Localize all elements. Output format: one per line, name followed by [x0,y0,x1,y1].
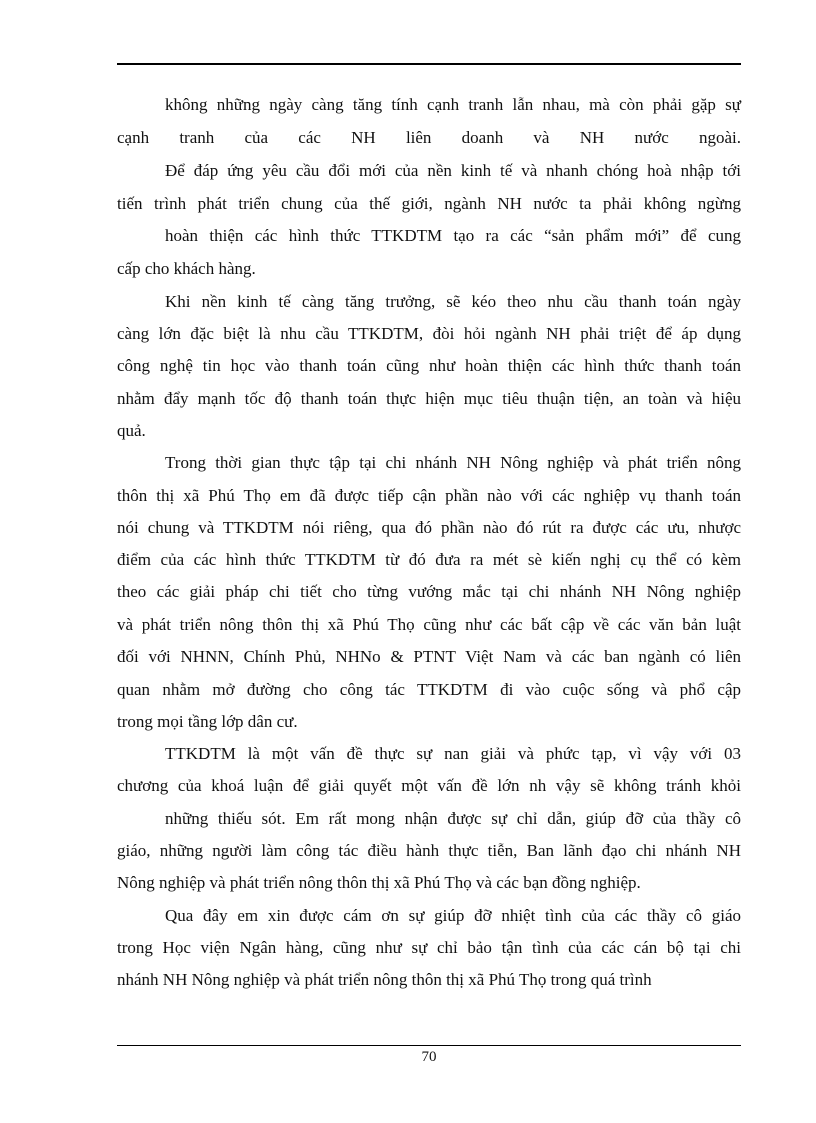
text-line: Để đáp ứng yêu cầu đổi mới của nền kinh tế và nhanh chóng hoà nhập tới [165,161,741,180]
text-line: cấp cho khách hàng. [117,259,256,278]
text-line: nhằm đẩy mạnh tốc độ thanh toán thực hiện mục tiêu thuận tiện, an toàn và hiệu [117,389,741,408]
text-line: Nông nghiệp và phát triển nông thôn thị xã Phú Thọ và các bạn đồng nghiệp. [117,873,641,892]
text-line: hoàn thiện các hình thức TTKDTM tạo ra các “sản phẩm mới” để cung [165,226,741,245]
text-line: công nghệ tin học vào thanh toán cũng như hoàn thiện các hình thức thanh toán [117,356,741,375]
text-line: Qua đây em xin được cám ơn sự giúp đỡ nhiệt tình của các thầy cô giáo [165,906,741,925]
text-line: Khi nền kinh tế càng tăng trưởng, sẽ kéo theo nhu cầu thanh toán ngày [165,292,741,311]
text-line: Trong thời gian thực tập tại chi nhánh NH Nông nghiệp và phát triển nông [165,453,741,472]
header-rule [117,63,741,65]
text-line: những thiếu sót. Em rất mong nhận được sự chỉ dẫn, giúp đỡ của thầy cô [165,809,741,828]
text-line: giáo, những người làm công tác điều hành thực tiễn, Ban lãnh đạo chi nhánh NH [117,841,741,860]
text-line: tiến trình phát triển chung của thế giới, ngành NH nước ta phải không ngừng [117,194,741,213]
text-line: thôn thị xã Phú Thọ em đã được tiếp cận phần nào với các nghiệp vụ thanh toán [117,486,741,505]
text-line: và phát triển nông thôn thị xã Phú Thọ cũng như các bất cập về các văn bản luật [117,615,741,634]
text-line: trong mọi tầng lớp dân cư. [117,712,298,731]
text-line: theo các giải pháp chi tiết cho từng vướng mắc tại chi nhánh NH Nông nghiệp [117,582,741,601]
text-line: TTKDTM là một vấn đề thực sự nan giải và phức tạp, vì vậy với 03 [165,744,741,763]
text-line: điểm của các hình thức TTKDTM từ đó đưa ra mét sè kiến nghị cụ thể có kèm [117,550,741,569]
text-line: cạnh tranh của các NH liên doanh và NH nước ngoài. [117,128,741,147]
page-number: 70 [421,1049,437,1065]
text-line: không những ngày càng tăng tính cạnh tranh lẫn nhau, mà còn phải gặp sự [165,95,741,114]
text-line: càng lớn đặc biệt là nhu cầu TTKDTM, đòi hỏi ngành NH phải triệt để áp dụng [117,324,741,343]
footer-rule [117,1045,741,1046]
text-line: trong Học viện Ngân hàng, cũng như sự chỉ bảo tận tình của các cán bộ tại chi [117,938,741,957]
text-line: chương của khoá luận để giải quyết một vấn đề lớn nh vậy sẽ không tránh khỏi [117,776,741,795]
text-line: đối với NHNN, Chính Phủ, NHNo & PTNT Việt Nam và các ban ngành có liên [117,647,741,666]
text-line: quan nhằm mở đường cho công tác TTKDTM đi vào cuộc sống và phổ cập [117,680,741,699]
text-line: nói chung và TTKDTM nói riêng, qua đó phần nào đó rút ra được các ưu, nhược [117,518,741,537]
text-line: quả. [117,421,146,440]
text-line: nhánh NH Nông nghiệp và phát triển nông thôn thị xã Phú Thọ trong quá trình [117,970,652,989]
